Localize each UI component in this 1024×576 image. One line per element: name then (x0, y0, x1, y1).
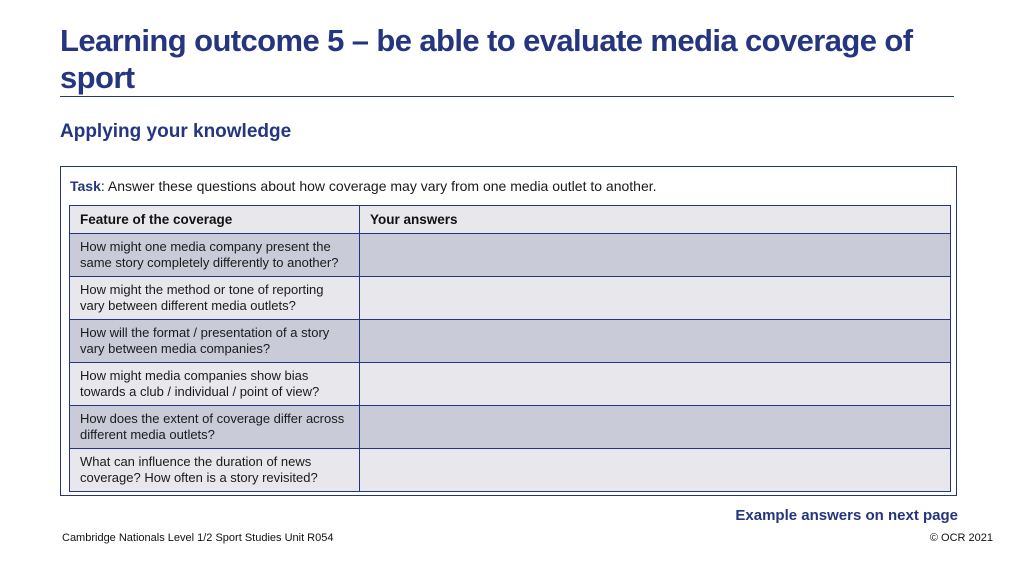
example-answers-link[interactable]: Example answers on next page (735, 507, 958, 524)
task-box (60, 166, 957, 496)
table-row (70, 449, 951, 492)
answers-table (69, 205, 951, 492)
task-label: Task (70, 178, 101, 194)
table-row (70, 234, 951, 277)
task-instruction (70, 178, 657, 194)
table-header-row (70, 206, 951, 234)
feature-cell: How might one media company present the same story completely differently to another? (70, 234, 360, 277)
answer-cell[interactable] (360, 234, 951, 277)
section-subtitle: Applying your knowledge (60, 121, 292, 142)
table-row (70, 320, 951, 363)
column-header-feature: Feature of the coverage (70, 206, 360, 234)
table-row (70, 277, 951, 320)
feature-cell: How will the format / presentation of a story vary between media companies? (70, 320, 360, 363)
feature-cell: What can influence the duration of news coverage? How often is a story revisited? (70, 449, 360, 492)
page-title: Learning outcome 5 – be able to evaluate media coverage of sport (60, 23, 913, 95)
answer-cell[interactable] (360, 363, 951, 406)
feature-cell: How might media companies show bias towards a club / individual / point of view? (70, 363, 360, 406)
task-text: : Answer these questions about how coverage may vary from one media outlet to another. (100, 178, 657, 194)
title-divider (60, 96, 954, 97)
answer-cell[interactable] (360, 320, 951, 363)
footer-course-name: Cambridge Nationals Level 1/2 Sport Studies Unit R054 (62, 532, 334, 544)
answer-cell[interactable] (360, 449, 951, 492)
feature-cell: How does the extent of coverage differ across different media outlets? (70, 406, 360, 449)
column-header-answers: Your answers (360, 206, 951, 234)
feature-cell: How might the method or tone of reporting vary between different media outlets? (70, 277, 360, 320)
footer-copyright: © OCR 2021 (929, 532, 993, 544)
answer-cell[interactable] (360, 277, 951, 320)
answer-cell[interactable] (360, 406, 951, 449)
table-row (70, 363, 951, 406)
table-row (70, 406, 951, 449)
